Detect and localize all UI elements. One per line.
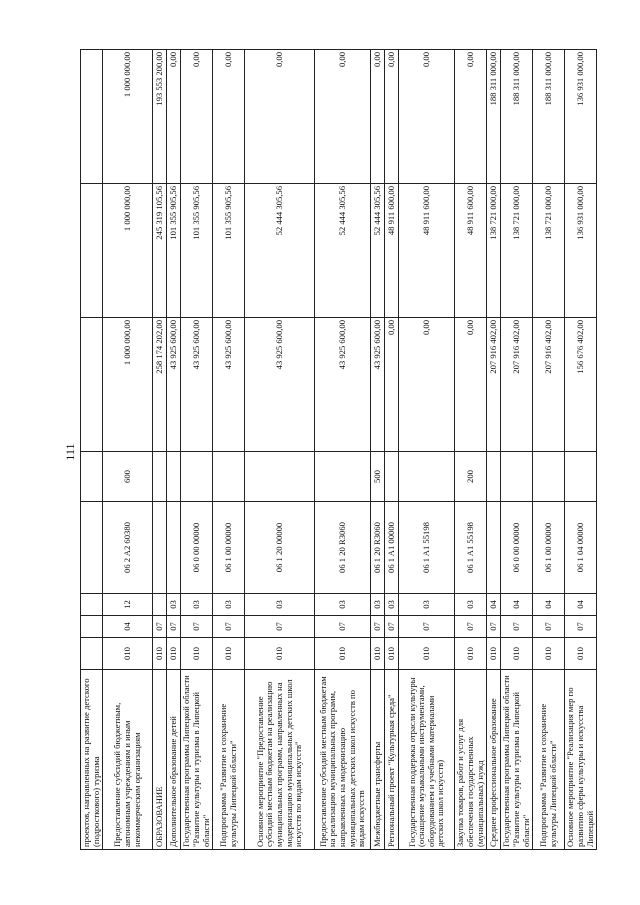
row-expense-type-cell bbox=[565, 452, 597, 502]
row-sum-1-cell: 207 916 402,00 bbox=[533, 318, 565, 452]
table-row bbox=[181, 50, 213, 850]
row-sum-3-cell: 0,00 bbox=[213, 50, 245, 184]
row-name-cell: проектов, направленных на развитие детского (подросткового) туризма bbox=[81, 670, 103, 850]
table-row bbox=[81, 50, 103, 850]
row-expense-type-cell bbox=[487, 452, 501, 502]
row-sum-1-cell: 207 916 402,00 bbox=[487, 318, 501, 452]
row-name-cell: Основное мероприятие "Предоставление субсидий местным бюджетам на реализацию муниципальных программ, направленных на модернизацию муниципальных детских школ искусств по видам искусств" bbox=[245, 670, 315, 850]
row-sum-2-cell: 52 444 305,56 bbox=[315, 184, 371, 318]
row-subsection-cell bbox=[153, 594, 167, 616]
row-name-cell: Государственная программа Липецкой области "Развитие культуры и туризма в Липецкой области" bbox=[501, 670, 533, 850]
table-row bbox=[565, 50, 597, 850]
row-expense-type-cell: 600 bbox=[103, 452, 153, 502]
table-row bbox=[153, 50, 167, 850]
row-subsection-cell: 03 bbox=[455, 594, 487, 616]
row-subsection-cell: 03 bbox=[167, 594, 181, 616]
row-expense-type-cell bbox=[385, 452, 399, 502]
row-subsection-cell: 04 bbox=[565, 594, 597, 616]
row-sum-2-cell: 101 355 905,56 bbox=[181, 184, 213, 318]
row-sum-1-cell bbox=[81, 318, 103, 452]
row-sum-3-cell: 193 553 200,00 bbox=[153, 50, 167, 184]
row-subsection-cell: 12 bbox=[103, 594, 153, 616]
row-code-cell: 010 bbox=[455, 638, 487, 670]
row-section-cell: 07 bbox=[565, 616, 597, 638]
row-sum-3-cell: 188 311 000,00 bbox=[487, 50, 501, 184]
row-target-code-cell: 06 1 00 00000 bbox=[533, 502, 565, 594]
table-row bbox=[533, 50, 565, 850]
row-subsection-cell: 04 bbox=[487, 594, 501, 616]
row-section-cell: 07 bbox=[245, 616, 315, 638]
row-code-cell: 010 bbox=[501, 638, 533, 670]
row-name-cell: ОБРАЗОВАНИЕ bbox=[153, 670, 167, 850]
table-row bbox=[103, 50, 153, 850]
row-sum-3-cell: 0,00 bbox=[455, 50, 487, 184]
row-sum-2-cell: 48 911 600,00 bbox=[385, 184, 399, 318]
row-expense-type-cell bbox=[501, 452, 533, 502]
row-sum-3-cell: 0,00 bbox=[385, 50, 399, 184]
row-expense-type-cell bbox=[399, 452, 455, 502]
row-target-code-cell bbox=[81, 502, 103, 594]
row-sum-2-cell: 101 355 905,56 bbox=[213, 184, 245, 318]
row-section-cell: 07 bbox=[315, 616, 371, 638]
row-sum-2-cell: 1 000 000,00 bbox=[103, 184, 153, 318]
row-expense-type-cell bbox=[153, 452, 167, 502]
row-target-code-cell: 06 2 A2 60380 bbox=[103, 502, 153, 594]
table-row bbox=[487, 50, 501, 850]
row-section-cell: 07 bbox=[455, 616, 487, 638]
row-sum-2-cell: 245 319 105,56 bbox=[153, 184, 167, 318]
row-target-code-cell: 06 0 00 00000 bbox=[501, 502, 533, 594]
row-subsection-cell: 03 bbox=[399, 594, 455, 616]
row-section-cell: 07 bbox=[399, 616, 455, 638]
row-target-code-cell: 06 0 00 00000 bbox=[181, 502, 213, 594]
row-sum-3-cell: 0,00 bbox=[399, 50, 455, 184]
table-row bbox=[385, 50, 399, 850]
row-subsection-cell: 04 bbox=[533, 594, 565, 616]
row-code-cell: 010 bbox=[487, 638, 501, 670]
row-section-cell: 07 bbox=[501, 616, 533, 638]
row-code-cell: 010 bbox=[385, 638, 399, 670]
table-row bbox=[315, 50, 371, 850]
row-sum-1-cell: 43 925 600,00 bbox=[315, 318, 371, 452]
row-code-cell: 010 bbox=[565, 638, 597, 670]
row-sum-2-cell: 48 911 600,00 bbox=[399, 184, 455, 318]
row-name-cell: Среднее профессиональное образование bbox=[487, 670, 501, 850]
row-name-cell: Межбюджетные трансферты bbox=[371, 670, 385, 850]
row-section-cell: 04 bbox=[103, 616, 153, 638]
row-name-cell: Государственная программа Липецкой области "Развитие культуры и туризма в Липецкой области" bbox=[181, 670, 213, 850]
row-sum-2-cell: 138 721 000,00 bbox=[533, 184, 565, 318]
table-row bbox=[371, 50, 385, 850]
row-sum-1-cell: 207 916 402,00 bbox=[501, 318, 533, 452]
row-code-cell: 010 bbox=[533, 638, 565, 670]
table-row bbox=[455, 50, 487, 850]
row-sum-2-cell: 138 721 000,00 bbox=[501, 184, 533, 318]
page-number: 111 bbox=[63, 443, 77, 461]
row-target-code-cell: 06 1 20 R3060 bbox=[315, 502, 371, 594]
budget-table-container bbox=[80, 50, 595, 850]
row-code-cell: 010 bbox=[315, 638, 371, 670]
row-subsection-cell bbox=[81, 594, 103, 616]
rotated-page-content bbox=[80, 50, 595, 850]
row-sum-2-cell: 52 444 305,56 bbox=[371, 184, 385, 318]
row-sum-3-cell: 0,00 bbox=[245, 50, 315, 184]
row-expense-type-cell: 200 bbox=[455, 452, 487, 502]
row-sum-1-cell: 156 676 402,00 bbox=[565, 318, 597, 452]
row-expense-type-cell: 500 bbox=[371, 452, 385, 502]
row-subsection-cell: 03 bbox=[245, 594, 315, 616]
row-target-code-cell bbox=[487, 502, 501, 594]
row-target-code-cell: 06 1 00 00000 bbox=[213, 502, 245, 594]
row-section-cell: 07 bbox=[181, 616, 213, 638]
row-sum-1-cell: 43 925 600,00 bbox=[371, 318, 385, 452]
row-code-cell: 010 bbox=[213, 638, 245, 670]
table-body bbox=[81, 50, 597, 850]
row-sum-2-cell: 138 721 000,00 bbox=[487, 184, 501, 318]
row-sum-3-cell: 0,00 bbox=[181, 50, 213, 184]
table-row bbox=[245, 50, 315, 850]
row-sum-3-cell: 136 931 000,00 bbox=[565, 50, 597, 184]
table-row bbox=[399, 50, 455, 850]
row-sum-3-cell: 1 000 000,00 bbox=[103, 50, 153, 184]
row-name-cell: Предоставление субсидий местным бюджетам на реализацию муниципальных программ, направленных на модернизацию муниципальных детских школ искусств по видам искусств bbox=[315, 670, 371, 850]
row-sum-2-cell bbox=[81, 184, 103, 318]
row-code-cell bbox=[81, 638, 103, 670]
row-sum-2-cell: 101 355 905,56 bbox=[167, 184, 181, 318]
row-expense-type-cell bbox=[181, 452, 213, 502]
row-sum-3-cell: 188 311 000,00 bbox=[533, 50, 565, 184]
row-expense-type-cell bbox=[81, 452, 103, 502]
row-sum-1-cell: 258 174 202,00 bbox=[153, 318, 167, 452]
table-row bbox=[501, 50, 533, 850]
row-name-cell: Государственная поддержка отрасли культуры (оснащение музыкальными инструментами, оборудованием и учебными материалами детских школ искусств) bbox=[399, 670, 455, 850]
row-target-code-cell: 06 1 A1 55198 bbox=[455, 502, 487, 594]
row-target-code-cell: 06 1 20 00000 bbox=[245, 502, 315, 594]
row-sum-1-cell: 0,00 bbox=[455, 318, 487, 452]
row-section-cell: 07 bbox=[533, 616, 565, 638]
row-section-cell: 07 bbox=[167, 616, 181, 638]
row-name-cell: Подпрограмма "Развитие и сохранение культуры Липецкой области" bbox=[533, 670, 565, 850]
row-expense-type-cell bbox=[213, 452, 245, 502]
row-sum-3-cell: 0,00 bbox=[167, 50, 181, 184]
row-subsection-cell: 03 bbox=[385, 594, 399, 616]
row-subsection-cell: 03 bbox=[213, 594, 245, 616]
row-target-code-cell: 06 1 04 00000 bbox=[565, 502, 597, 594]
row-sum-3-cell: 0,00 bbox=[371, 50, 385, 184]
row-target-code-cell: 06 1 20 R3060 bbox=[371, 502, 385, 594]
row-sum-3-cell: 188 311 000,00 bbox=[501, 50, 533, 184]
row-sum-3-cell: 0,00 bbox=[315, 50, 371, 184]
row-name-cell: Подпрограмма "Развитие и сохранение культуры Липецкой области" bbox=[213, 670, 245, 850]
row-section-cell bbox=[81, 616, 103, 638]
row-section-cell: 07 bbox=[385, 616, 399, 638]
row-code-cell: 010 bbox=[103, 638, 153, 670]
row-section-cell: 07 bbox=[487, 616, 501, 638]
row-subsection-cell: 03 bbox=[315, 594, 371, 616]
row-code-cell: 010 bbox=[371, 638, 385, 670]
row-expense-type-cell bbox=[167, 452, 181, 502]
budget-table bbox=[80, 49, 597, 850]
row-name-cell: Дополнительное образование детей bbox=[167, 670, 181, 850]
row-sum-3-cell bbox=[81, 50, 103, 184]
row-code-cell: 010 bbox=[399, 638, 455, 670]
row-sum-2-cell: 48 911 600,00 bbox=[455, 184, 487, 318]
row-section-cell: 07 bbox=[371, 616, 385, 638]
table-row bbox=[167, 50, 181, 850]
row-subsection-cell: 04 bbox=[501, 594, 533, 616]
row-subsection-cell: 03 bbox=[371, 594, 385, 616]
row-section-cell: 07 bbox=[213, 616, 245, 638]
row-name-cell: Основное мероприятие "Реализация мер по развитию сферы культуры и искусства Липецкой bbox=[565, 670, 597, 850]
row-target-code-cell: 06 1 A1 55198 bbox=[399, 502, 455, 594]
row-sum-1-cell: 43 925 600,00 bbox=[245, 318, 315, 452]
row-expense-type-cell bbox=[533, 452, 565, 502]
row-expense-type-cell bbox=[245, 452, 315, 502]
row-sum-1-cell: 0,00 bbox=[399, 318, 455, 452]
row-sum-1-cell: 43 925 600,00 bbox=[167, 318, 181, 452]
row-sum-1-cell: 1 000 000,00 bbox=[103, 318, 153, 452]
row-sum-2-cell: 52 444 305,56 bbox=[245, 184, 315, 318]
row-sum-1-cell: 43 925 600,00 bbox=[181, 318, 213, 452]
table-row bbox=[213, 50, 245, 850]
row-name-cell: Предоставление субсидий бюджетным, автономным учреждениям и иным некоммерческим организациям bbox=[103, 670, 153, 850]
row-subsection-cell: 03 bbox=[181, 594, 213, 616]
row-code-cell: 010 bbox=[245, 638, 315, 670]
row-name-cell: Региональный проект "Культурная среда" bbox=[385, 670, 399, 850]
row-target-code-cell bbox=[167, 502, 181, 594]
row-target-code-cell bbox=[153, 502, 167, 594]
row-name-cell: Закупка товаров, работ и услуг для обеспечения государственных (муниципальных) нужд bbox=[455, 670, 487, 850]
row-sum-1-cell: 0,00 bbox=[385, 318, 399, 452]
row-section-cell: 07 bbox=[153, 616, 167, 638]
row-sum-1-cell: 43 925 600,00 bbox=[213, 318, 245, 452]
row-target-code-cell: 06 1 A1 00000 bbox=[385, 502, 399, 594]
row-code-cell: 010 bbox=[153, 638, 167, 670]
row-expense-type-cell bbox=[315, 452, 371, 502]
row-sum-2-cell: 136 931 000,00 bbox=[565, 184, 597, 318]
row-code-cell: 010 bbox=[167, 638, 181, 670]
row-code-cell: 010 bbox=[181, 638, 213, 670]
